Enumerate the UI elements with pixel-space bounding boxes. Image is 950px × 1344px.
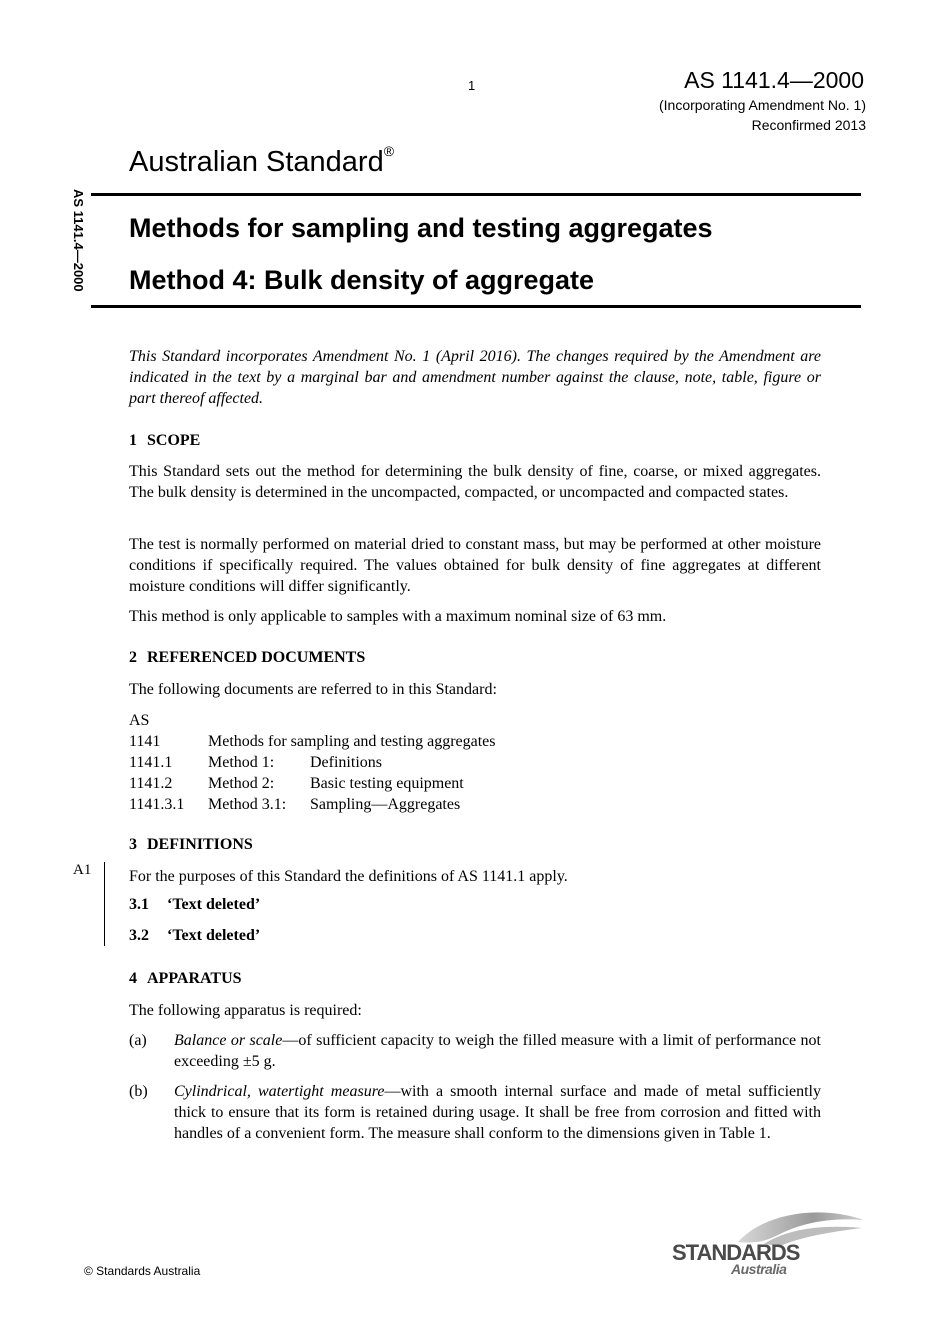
subclause-3-1 (129, 896, 260, 914)
item-description: —with a smooth internal surface and made of metal sufficiently thick to ensure that its form is retained during usage. It shall be free from corrosion and fitted with handles of a convenient form. The measure shall conform to the dimensions given in Table 1. (174, 1083, 822, 1142)
item-description: —of sufficient capacity to weigh the filled measure with a limit of performance not exceeding ±5 g. (174, 1032, 821, 1070)
reference-title: Methods for sampling and testing aggregates (208, 733, 496, 750)
item-term: Cylindrical, watertight measure (174, 1083, 385, 1100)
section-heading-references (129, 649, 365, 667)
brand-title (129, 143, 395, 179)
footer-copyright: © Standards Australia (84, 1264, 201, 1278)
logo-subtext: Australia (731, 1261, 787, 1277)
reference-code: 1141 (129, 733, 161, 750)
section-title: REFERENCED DOCUMENTS (147, 649, 366, 666)
section-number: 3 (129, 836, 137, 853)
logo-wordmark: STANDARDS (672, 1240, 800, 1265)
reference-code: 1141.1 (129, 754, 173, 771)
subclause-3-2 (129, 927, 260, 945)
list-text (174, 1081, 821, 1144)
section-heading-definitions (129, 836, 253, 854)
reference-method: Method 1: (208, 754, 275, 771)
subclause-text: ‘Text deleted’ (167, 896, 261, 913)
apparatus-intro: The following apparatus is required: (129, 1002, 362, 1019)
subclause-number: 3.2 (129, 927, 149, 944)
section-title: SCOPE (147, 432, 201, 449)
section-title: APPARATUS (147, 970, 242, 987)
reference-title: Sampling—Aggregates (310, 796, 461, 813)
definitions-paragraph: For the purposes of this Standard the definitions of AS 1141.1 apply. (129, 868, 568, 885)
section-title: DEFINITIONS (147, 836, 253, 853)
apparatus-item-a (129, 1030, 821, 1072)
registered-mark: ® (383, 143, 395, 160)
reference-code: 1141.3.1 (129, 796, 185, 813)
amendment-marginal-bar (104, 862, 105, 946)
scope-paragraph-3: This method is only applicable to samples with a maximum nominal size of 63 mm. (129, 608, 667, 625)
subclause-text: ‘Text deleted’ (167, 927, 261, 944)
document-subtitle: Method 4: Bulk density of aggregate (129, 265, 595, 295)
amendment-intro: This Standard incorporates Amendment No. 1 (April 2016). The changes required by the Amendment are indicated in the text by a marginal bar and amendment number against the clause, note, table, figure or part thereof affected. (129, 348, 821, 407)
item-term: Balance or scale (174, 1032, 283, 1049)
document-title: Methods for sampling and testing aggregates (129, 213, 713, 243)
scope-paragraph-1: This Standard sets out the method for determining the bulk density of fine, coarse, or mixed aggregates. The bulk density is determined in the uncompacted, compacted, or uncompacted and compacted states. (129, 463, 821, 501)
reconfirmed-note: Reconfirmed 2013 (751, 117, 866, 133)
section-heading-scope (129, 432, 200, 450)
apparatus-item-b (129, 1081, 821, 1144)
reference-code: 1141.2 (129, 775, 173, 792)
list-marker: (b) (129, 1083, 148, 1100)
title-rule-bottom (91, 305, 861, 308)
subclause-number: 3.1 (129, 896, 149, 913)
reference-title: Definitions (310, 754, 382, 771)
reference-title: Basic testing equipment (310, 775, 464, 792)
standard-code: AS 1141.4—2000 (684, 67, 864, 93)
reference-method: Method 3.1: (208, 796, 287, 813)
title-rule-top (91, 193, 861, 196)
scope-paragraph-2: The test is normally performed on material dried to constant mass, but may be performed at other moisture conditions if specifically required. The values obtained for bulk density of fine aggregates at different moisture conditions will differ significantly. (129, 536, 821, 595)
page-number: 1 (468, 78, 476, 93)
list-text (174, 1030, 821, 1072)
amendment-label: A1 (73, 862, 92, 878)
references-prefix: AS (129, 712, 150, 729)
section-number: 1 (129, 432, 137, 449)
list-marker: (a) (129, 1032, 147, 1049)
section-number: 2 (129, 649, 137, 666)
section-heading-apparatus (129, 970, 242, 988)
section-number: 4 (129, 970, 137, 987)
amendment-note: (Incorporating Amendment No. 1) (659, 97, 866, 113)
brand-name: Australian Standard (129, 146, 384, 178)
reference-method: Method 2: (208, 775, 275, 792)
references-intro: The following documents are referred to in this Standard: (129, 681, 497, 698)
side-standard-code: AS 1141.4—2000 (71, 189, 86, 292)
